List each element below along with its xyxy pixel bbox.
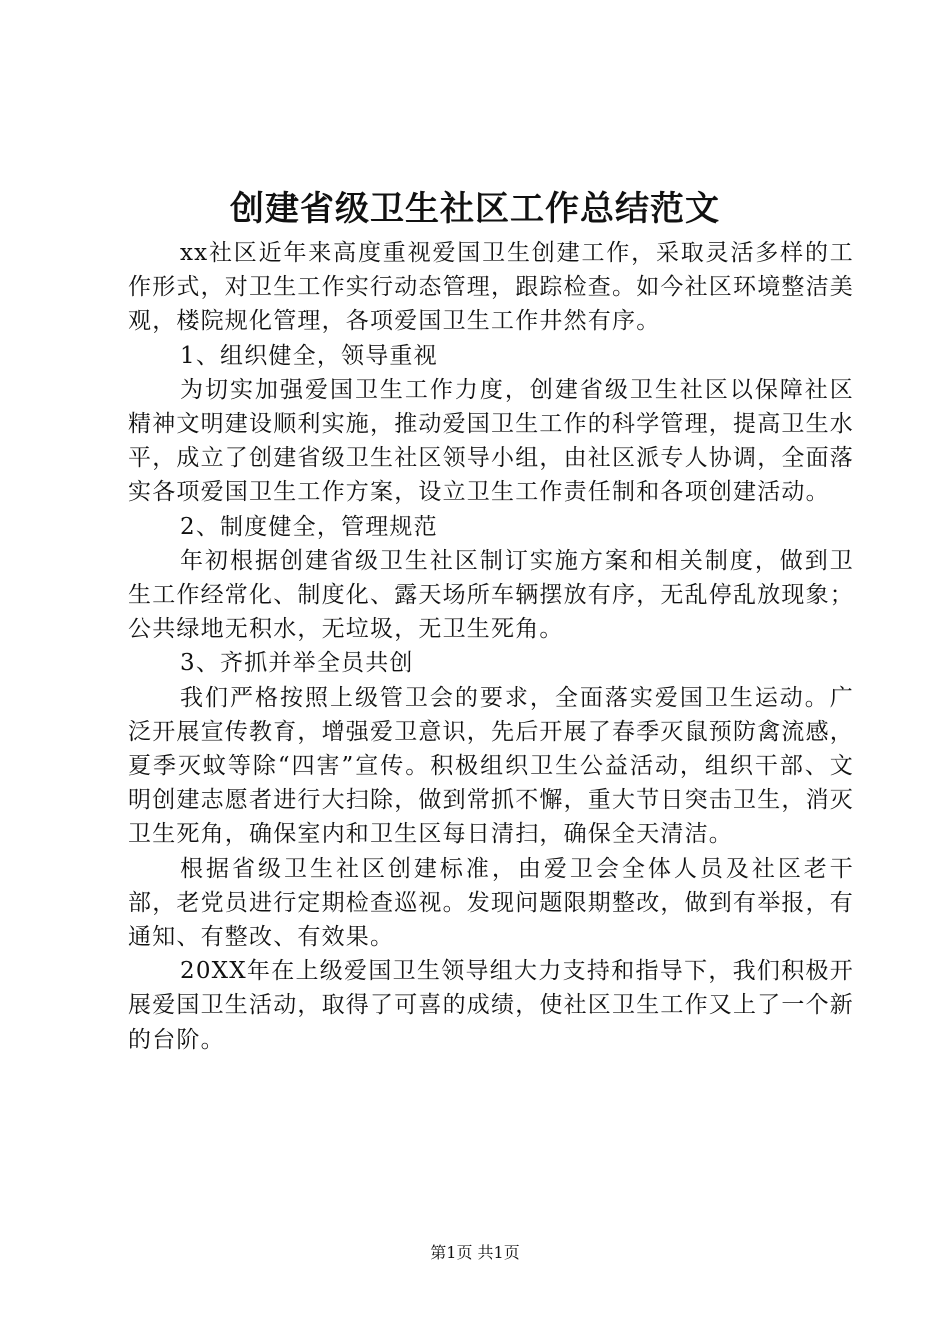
section-heading-2: 2、制度健全，管理规范 xyxy=(180,513,438,540)
section-2-paragraph: 年初根据创建省级卫生社区制订实施方案和相关制度，做到卫生工作经常化、制度化、露天场所车辆摆放有序，无乱停乱放现象；公共绿地无积水，无垃圾，无卫生死角。 xyxy=(128,547,854,643)
section-3-paragraph: 我们严格按照上级管卫会的要求，全面落实爱国卫生运动。广泛开展宣传教育，增强爱卫意识，先后开展了春季灭鼠预防禽流感，夏季灭蚊等除“四害”宣传。积极组织卫生公益活动，组织干部、文明创建志愿者进行大扫除，做到常抓不懈，重大节日突击卫生，消灭卫生死角，确保室内和卫生区每日清扫，确保全天清洁。 xyxy=(128,684,854,848)
document-body xyxy=(128,236,854,1057)
inspection-paragraph: 根据省级卫生社区创建标准，由爱卫会全体人员及社区老干部，老党员进行定期检查巡视。发现问题限期整改，做到有举报，有通知、有整改、有效果。 xyxy=(128,855,854,951)
conclusion-paragraph: 20XX年在上级爱国卫生领导组大力支持和指导下，我们积极开展爱国卫生活动，取得了可喜的成绩，使社区卫生工作又上了一个新的台阶。 xyxy=(128,958,854,1053)
section-1-paragraph: 为切实加强爱国卫生工作力度，创建省级卫生社区以保障社区精神文明建设顺利实施，推动爱国卫生工作的科学管理，提高卫生水平，成立了创建省级卫生社区领导小组，由社区派专人协调，全面落实各项爱国卫生工作方案，设立卫生工作责任制和各项创建活动。 xyxy=(128,376,854,506)
section-heading-3: 3、齐抓并举全员共创 xyxy=(180,650,414,677)
intro-paragraph: xx社区近年来高度重视爱国卫生创建工作，采取灵活多样的工作形式，对卫生工作实行动态管理，跟踪检查。如今社区环境整洁美观，楼院规化管理，各项爱国卫生工作井然有序。 xyxy=(128,240,854,335)
page-footer: 第1页 共1页 xyxy=(430,1243,520,1262)
section-heading-1: 1、组织健全，领导重视 xyxy=(180,342,438,369)
document-title: 创建省级卫生社区工作总结范文 xyxy=(230,189,720,229)
